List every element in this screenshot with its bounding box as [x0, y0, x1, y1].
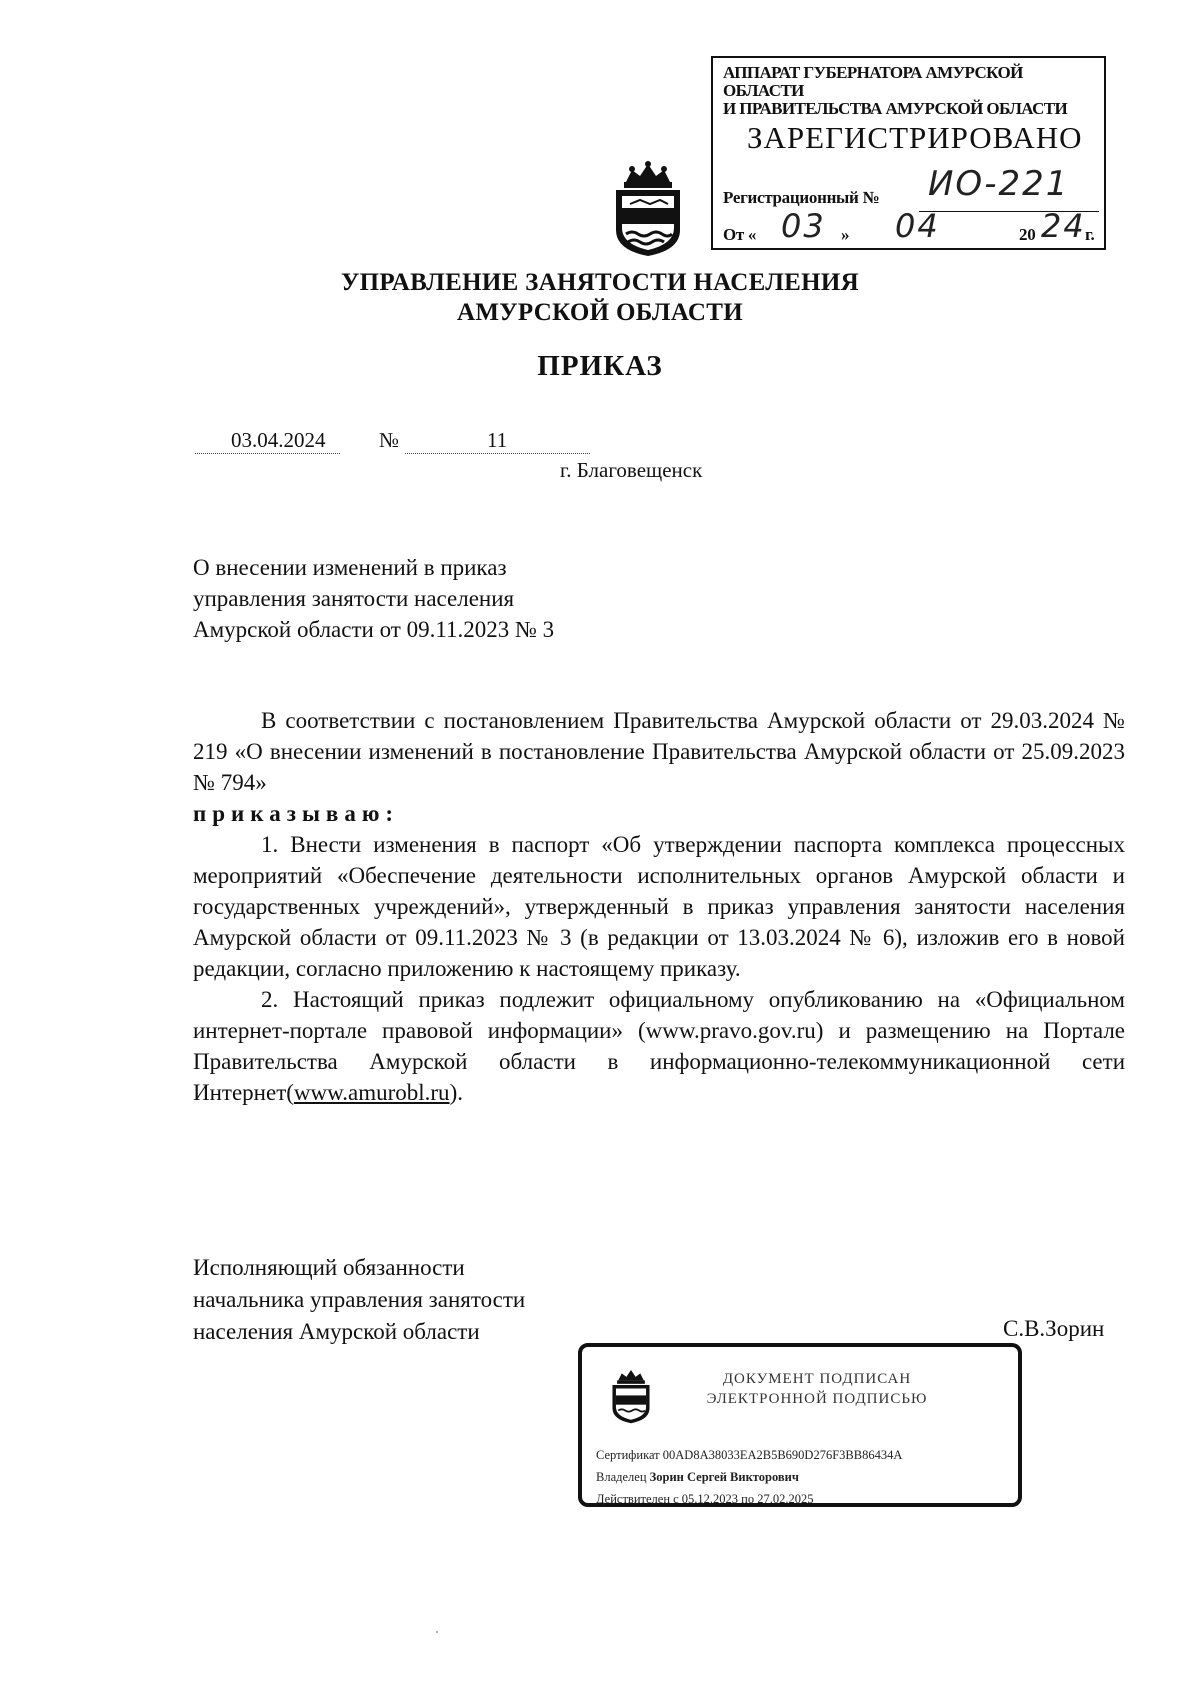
stamp-date-day: 03	[781, 207, 826, 245]
stamp-reg-number: ИО-221	[928, 164, 1070, 204]
esig-certificate-row	[596, 1444, 1016, 1466]
stamp-date-prefix: От «	[723, 225, 757, 244]
esig-title-line1: ДОКУМЕНТ ПОДПИСАН	[722, 1371, 912, 1387]
org-line1: УПРАВЛЕНИЕ ЗАНЯТОСТИ НАСЕЛЕНИЯ	[341, 269, 859, 296]
item-2-text: 2. Настоящий приказ подлежит официальному опубликованию на «Официальном интернет-портале правовой информации» (www.pravo.gov.ru) и размещению на Портале Правительства Амурской области в информационно-телекоммуникационной сети Интернет(	[193, 987, 1125, 1105]
esig-cert-label: Сертификат	[596, 1448, 660, 1462]
esig-validity-row: Действителен с 05.12.2023 по 27.02.2025	[596, 1492, 814, 1506]
order-number: 11	[487, 428, 508, 452]
position-line3: населения Амурской области	[193, 1319, 480, 1344]
stamp-year-suffix: 24	[1041, 207, 1086, 245]
order-subject	[193, 552, 713, 645]
org-line2: АМУРСКОЙ ОБЛАСТИ	[456, 299, 744, 326]
subject-line3: Амурской области от 09.11.2023 № 3	[193, 617, 555, 642]
document-type: ПРИКАЗ	[537, 350, 663, 382]
stamp-date-month: 04	[895, 207, 940, 245]
esig-owner-row	[596, 1466, 1016, 1488]
order-date: 03.04.2024	[231, 428, 326, 452]
electronic-signature-box	[578, 1343, 1022, 1507]
order-number-label: №	[379, 428, 400, 452]
esig-details	[596, 1444, 1016, 1510]
scan-speck	[436, 1631, 438, 1633]
stamp-day-underline	[765, 248, 835, 249]
stamp-date-mid: »	[841, 225, 850, 244]
position-line1: Исполняющий обязанности	[193, 1255, 465, 1280]
amurobl-link[interactable]: www.amurobl.ru	[293, 1080, 450, 1105]
stamp-reg-label: Регистрационный №	[723, 188, 880, 207]
stamp-year-underline	[1041, 248, 1083, 249]
stamp-year-end: г.	[1085, 225, 1095, 244]
number-underline	[405, 453, 590, 454]
date-underline	[195, 453, 340, 454]
stamp-date-row	[723, 207, 1101, 251]
preamble-paragraph: В соответствии с постановлением Правительства Амурской области от 29.03.2024 № 219 «О внесении изменений в постановление Правительства Амурской области от 25.09.2023 № 794»	[193, 708, 1125, 795]
position-line2: начальника управления занятости	[193, 1287, 526, 1312]
item-1-paragraph: 1. Внести изменения в паспорт «Об утверждении паспорта комплекса процессных мероприятий «Обеспечение деятельности исполнительных органов Амурской области и государственных учреждений», утвержденный в приказ управления занятости населения Амурской области от 09.11.2023 № 3 (в редакции от 13.03.2024 № 6), изложив его в новой редакции, согласно приложению к настоящему приказу.	[193, 832, 1125, 981]
stamp-org-name	[723, 64, 1103, 118]
esig-cert-value: 00AD8A38033EA2B5B690D276F3BB86434A	[662, 1448, 903, 1462]
esig-owner-value: Зорин Сергей Викторович	[649, 1470, 799, 1484]
stamp-month-underline	[863, 248, 1019, 249]
order-city: г. Благовещенск	[560, 458, 703, 482]
signatory-name: С.В.Зорин	[1003, 1316, 1105, 1341]
amur-region-emblem-icon	[610, 160, 686, 258]
order-body	[193, 705, 1125, 1108]
item-2-paragraph	[193, 984, 1125, 1108]
stamp-org-line2: И ПРАВИТЕЛЬСТВА АМУРСКОЙ ОБЛАСТИ	[723, 99, 1068, 118]
issuing-organization	[0, 268, 1200, 328]
subject-line1: О внесении изменений в приказ	[193, 555, 507, 580]
esig-owner-label: Владелец	[596, 1470, 647, 1484]
esig-emblem-icon	[609, 1367, 653, 1425]
esig-title-line2: ЭЛЕКТРОННОЙ ПОДПИСЬЮ	[706, 1391, 928, 1407]
esig-title	[682, 1369, 952, 1409]
order-date-number-line	[195, 428, 595, 454]
stamp-year-prefix: 20	[1019, 225, 1036, 244]
subject-line2: управления занятости населения	[193, 586, 515, 611]
signatory-position	[193, 1252, 793, 1348]
stamp-org-line1: АППАРАТ ГУБЕРНАТОРА АМУРСКОЙ ОБЛАСТИ	[723, 63, 1023, 100]
registration-stamp	[711, 56, 1106, 250]
item-2-end: ).	[449, 1080, 463, 1105]
command-word: приказываю:	[193, 801, 400, 826]
stamp-status: ЗАРЕГИСТРИРОВАНО	[747, 120, 1083, 155]
